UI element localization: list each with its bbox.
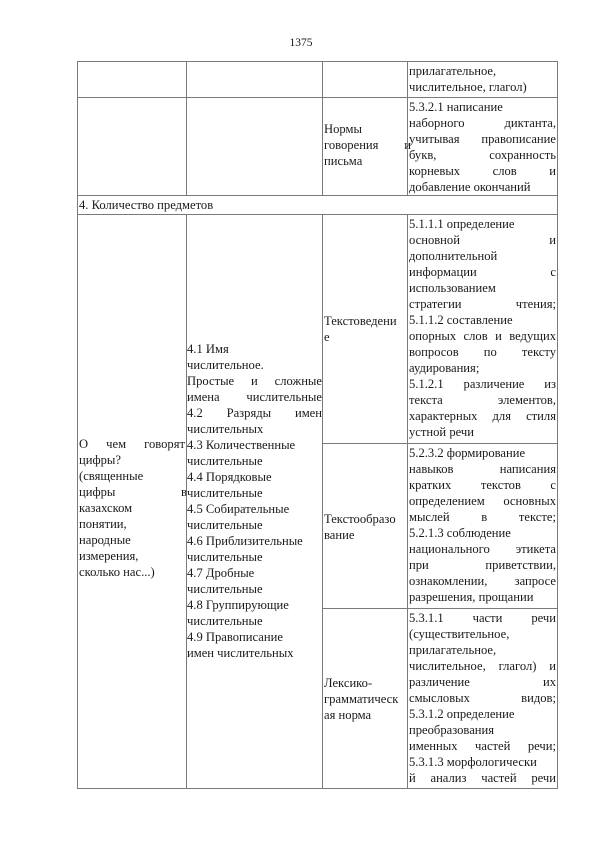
cell-line: числительные (187, 582, 263, 596)
cell-line: 5.2.1.3 соблюдение (409, 526, 511, 540)
cell-line: прилагательное, (409, 64, 497, 78)
cell-line: 4.6 Приблизительные (187, 534, 303, 548)
cell-line: национального этикета (409, 542, 556, 556)
cell-line: числительные (187, 614, 263, 628)
cell-line: (существительное, (409, 627, 510, 641)
table-cell-outcome (409, 445, 556, 605)
cell-line: цифры в (79, 485, 187, 499)
cell-line: 4.8 Группирующие (187, 598, 289, 612)
cell-line: корневых слов и (409, 164, 556, 178)
cell-line: й анализ частей речи (409, 771, 556, 785)
cell-line: 4.9 Правописание (187, 630, 283, 644)
cell-line: письма (324, 154, 363, 168)
cell-line: числительное, глагол) (409, 80, 527, 94)
cell-line: имена числительные (187, 390, 322, 404)
cell-line: информации с (409, 265, 556, 279)
row-divider (77, 195, 558, 196)
cell-line: вопросов по тексту (409, 345, 556, 359)
cell-line: е (324, 330, 330, 344)
cell-line: преобразования (409, 723, 495, 737)
cell-line: Лексико- (324, 676, 373, 690)
table-border-right (557, 61, 558, 789)
cell-line: прилагательное, (409, 643, 497, 657)
cell-line: навыков написания (409, 462, 556, 476)
cell-line: 5.1.2.1 различение из (409, 377, 556, 391)
cell-line: использованием (409, 281, 496, 295)
cell-line: 5.1.1.2 составление (409, 313, 513, 327)
cell-line: Простые и сложные (187, 374, 322, 388)
cell-line: разрешения, прощании (409, 590, 534, 604)
cell-line: грамматическ (324, 692, 399, 706)
cell-line: учитывая правописание (409, 132, 556, 146)
cell-line: цифры? (79, 453, 121, 467)
cell-line: числительные (187, 550, 263, 564)
cell-line: 5.2.3.2 формирование (409, 446, 526, 460)
cell-line: вание (324, 528, 355, 542)
cell-line: числительные (187, 486, 263, 500)
table-cell-outcome (409, 63, 556, 95)
cell-line: понятии, (79, 517, 127, 531)
cell-line: (священные (79, 469, 144, 483)
cell-line: именных частей речи; (409, 739, 556, 753)
cell-line: 4.3 Количественные (187, 438, 296, 452)
cell-line: Текстообразо (324, 512, 396, 526)
table-cell-outcome (409, 216, 556, 440)
cell-line: 4.7 Дробные (187, 566, 255, 580)
cell-line: характерных для стиля (409, 409, 556, 423)
cell-line: стратегии чтения; (409, 297, 556, 311)
cell-line: смысловых видов; (409, 691, 556, 705)
cell-line: 4.4 Порядковые (187, 470, 272, 484)
column-divider (186, 61, 187, 195)
cell-line: народные (79, 533, 131, 547)
cell-line: 5.3.2.1 написание (409, 100, 503, 114)
cell-line: основной и (409, 233, 556, 247)
cell-line: 5.3.1.2 определение (409, 707, 515, 721)
cell-line: числительное. (187, 358, 264, 372)
cell-line: при приветствии, (409, 558, 556, 572)
cell-line: 4.1 Имя (187, 342, 229, 356)
row-divider (77, 214, 558, 215)
cell-line: числительных (187, 422, 264, 436)
cell-line: букв, сохранность (409, 148, 556, 162)
table-cell-grammar-topics (187, 341, 322, 661)
cell-line: говорения и (324, 138, 411, 152)
cell-line: различение их (409, 675, 556, 689)
column-divider (322, 214, 323, 788)
row-divider (322, 608, 558, 609)
table-cell-skill (324, 675, 408, 723)
column-divider (322, 61, 323, 195)
cell-line: числительные (187, 518, 263, 532)
table-border-left (77, 61, 78, 789)
cell-line: аудирования; (409, 361, 480, 375)
cell-line: текста элементов, (409, 393, 556, 407)
table-cell-skill (324, 121, 411, 169)
table-cell-skill (324, 511, 408, 543)
cell-line: ая норма (324, 708, 372, 722)
cell-line: наборного диктанта, (409, 116, 556, 130)
cell-line: Текстоведени (324, 314, 397, 328)
cell-line: казахском (79, 501, 133, 515)
cell-line: сколько нас...) (79, 565, 155, 579)
cell-line: мыслей в тексте; (409, 510, 556, 524)
table-border-top (77, 61, 558, 62)
cell-line: Нормы (324, 122, 362, 136)
table-border-bottom (77, 788, 558, 789)
section-title: 4. Количество предметов (79, 198, 214, 212)
cell-line: измерения, (79, 549, 139, 563)
cell-line: 5.3.1.1 части речи (409, 611, 556, 625)
cell-line: определением основных (409, 494, 556, 508)
cell-line: 5.3.1.3 морфологически (409, 755, 537, 769)
row-divider (322, 443, 558, 444)
cell-line: ознакомлении, запросе (409, 574, 556, 588)
cell-line: имен числительных (187, 646, 294, 660)
cell-line: 5.1.1.1 определение (409, 217, 515, 231)
cell-line: 4.2 Разряды имен (187, 406, 322, 420)
cell-line: кратких текстов с (409, 478, 556, 492)
row-divider (77, 97, 558, 98)
cell-line: добавление окончаний (409, 180, 531, 194)
cell-line: дополнительной (409, 249, 498, 263)
page-number: 1375 (289, 37, 313, 49)
cell-line: 4.5 Собирательные (187, 502, 290, 516)
table-cell-topic (79, 436, 185, 580)
table-cell-outcome (409, 99, 556, 195)
cell-line: О чем говорят (79, 437, 185, 451)
table-cell-outcome (409, 610, 556, 786)
cell-line: числительное, глагол) и (409, 659, 556, 673)
cell-line: устной речи (409, 425, 474, 439)
table-cell-skill (324, 313, 408, 345)
cell-line: числительные (187, 454, 263, 468)
cell-line: опорных слов и ведущих (409, 329, 556, 343)
